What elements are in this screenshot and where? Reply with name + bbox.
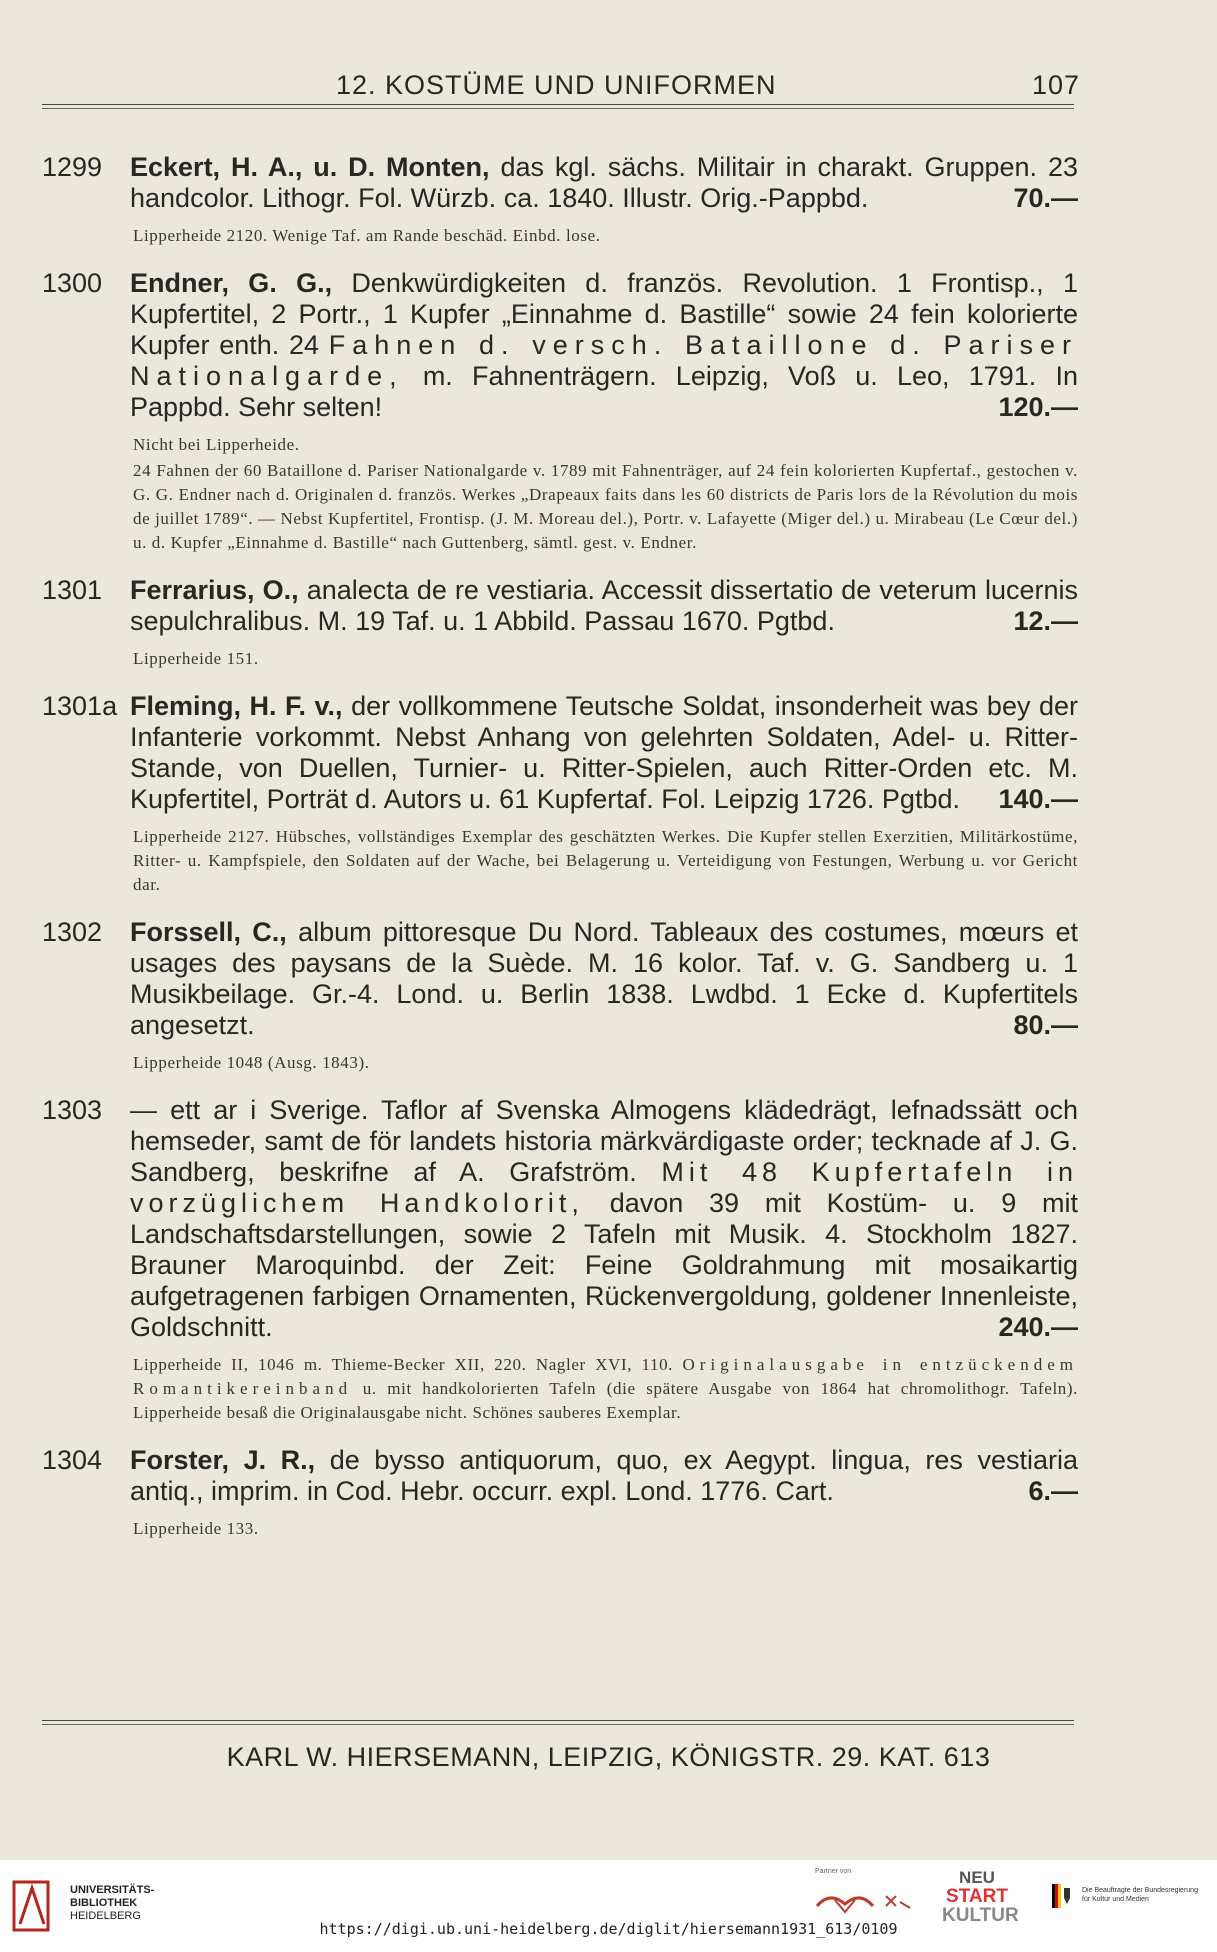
- entry-description: de bysso antiquorum, quo, ex Aegypt. lingua, res vestiaria antiq., imprim. in Cod. Hebr. occurr. expl. Lond. 1776. Cart.: [130, 1445, 1078, 1506]
- entry-note-refs: Lipperheide II, 1046 m. Thieme-Becker XII, 220. Nagler XVI, 110.: [133, 1355, 674, 1374]
- entry-author: Eckert, H. A., u. D. Monten,: [130, 152, 490, 182]
- library-name: UNIVERSITÄTS- BIBLIOTHEK HEIDELBERG: [70, 1884, 155, 1922]
- entry-description-cont: davon 39 mit Kostüm- u. 9 mit Landschaftsdarstellungen, sowie 2 Tafeln mit Musik. 4. Stockholm 1827. Brauner Maroquinbd. der Zeit: Feine Goldrahmung mit mosaikartig aufgetragenen farbigen Ornamenten, Rückenvergoldung, goldener Innenleiste, Goldschnitt.: [130, 1188, 1078, 1342]
- entry-description: Denkwürdigkeiten d. französ. Revolution. 1 Frontisp., 1 Kupfertitel, 2 Portr., 1 Kupfer „Einnahme d. Bastille“ sowie 24 fein kolorierte Kupfer enth. 24: [130, 268, 1078, 360]
- entry-note: Lipperheide 151.: [133, 649, 259, 668]
- entry-text: [130, 1445, 1078, 1507]
- entry-note: Lipperheide 2120. Wenige Taf. am Rande beschäd. Einbd. lose.: [133, 226, 601, 245]
- entry-description: ett ar i Sverige. Taflor af Svenska Almogens klädedrägt, lefnadssätt och hemseder, samt de för landets historia märkvärdigaste order; tecknade af J. G. Sandberg, beskrifne af A. Grafström.: [130, 1095, 1078, 1187]
- entry-price: 120.—: [998, 392, 1078, 422]
- viewer-bottom-bar: [0, 1860, 1217, 1952]
- partner-label: Partner von: [815, 1868, 852, 1875]
- entry-note: Nicht bei Lipperheide.: [133, 435, 300, 454]
- entry-author: Forssell, C.,: [130, 917, 287, 947]
- entry-1304: [0, 1445, 1217, 1541]
- entry-description: album pittoresque Du Nord. Tableaux des costumes, mœurs et usages des paysans de la Suède. M. 16 kolor. Taf. v. G. Sandberg u. 1 Musikbeilage. Gr.-4. Lond. u. Berlin 1838. Lwdbd. 1 Ecke d. Kupfertitels angesetzt.: [130, 917, 1078, 1040]
- entry-emphasis: Fahnen d. versch. Bataillone d. Pariser Nationalgarde,: [130, 330, 1078, 391]
- entry-price: 140.—: [998, 784, 1078, 814]
- entry-emphasis: Mit 48 Kupfertafeln in vorzüglichem Handkolorit,: [130, 1157, 1078, 1218]
- page-number: 107: [1031, 70, 1080, 100]
- entry-number: 1299: [42, 152, 103, 182]
- entry-author: Fleming, H. F. v.,: [130, 691, 343, 721]
- entry-1300: [0, 268, 1217, 555]
- entry-description: analecta de re vestiaria. Accessit dissertatio de veterum lucernis sepulchralibus. M. 19 Taf. u. 1 Abbild. Passau 1670. Pgtbd.: [130, 575, 1078, 636]
- footer-rule: [42, 1720, 1074, 1721]
- entry-number: 1304: [42, 1445, 103, 1475]
- entry-number: 1300: [42, 268, 103, 298]
- entry-text: [130, 1095, 1078, 1343]
- footer-rule-thin: [42, 1724, 1074, 1725]
- entry-1303: [0, 1095, 1217, 1425]
- entry-list: [0, 152, 1217, 1561]
- entry-number: 1301a: [42, 691, 118, 721]
- entry-author: —: [130, 1095, 157, 1125]
- entry-author: Endner, G. G.,: [130, 268, 333, 298]
- neustart-kultur-logo[interactable]: NEU START KULTUR: [942, 1868, 1019, 1926]
- permalink-url[interactable]: https://digi.ub.uni-heidelberg.de/diglit/hiersemann1931_613/0109: [319, 1920, 898, 1938]
- partner-logo-icon[interactable]: [815, 1886, 875, 1916]
- entry-description: das kgl. sächs. Militair in charakt. Gruppen. 23 handcolor. Lithogr. Fol. Würzb. ca. 1840. Illustr. Orig.-Pappbd.: [130, 152, 1078, 213]
- entry-description: der vollkommene Teutsche Soldat, insonderheit was bey der Infanterie vorkommt. Nebst Anhang von gelehrten Soldaten, Adel- u. Ritter-Stande, von Duellen, Turnier- u. Ritter-Spielen, auch Ritter-Orden etc. M. Kupfertitel, Porträt d. Autors u. 61 Kupfertaf. Fol. Leipzig 1726. Pgtbd.: [130, 691, 1078, 814]
- bkm-text: Die Beauftragte der Bundesregierung für Kultur und Medien: [1082, 1887, 1198, 1903]
- federal-eagle-icon: [1052, 1884, 1072, 1908]
- header-rule-thin: [42, 108, 1074, 109]
- entry-1301a: [0, 691, 1217, 897]
- entry-text: [130, 691, 1078, 815]
- entry-author: Forster, J. R.,: [130, 1445, 316, 1475]
- entry-price: 240.—: [998, 1312, 1078, 1342]
- entry-author: Ferrarius, O.,: [130, 575, 299, 605]
- entry-price: 12.—: [1013, 606, 1078, 636]
- entry-text: [130, 575, 1078, 637]
- entry-note: [133, 1353, 1078, 1425]
- header-rule: [42, 104, 1074, 105]
- entry-number: 1303: [42, 1095, 103, 1125]
- entry-note: Lipperheide 1048 (Ausg. 1843).: [133, 1053, 370, 1072]
- entry-note-rest: u. mit handkolorierten Tafeln (die spätere Ausgabe von 1864 hat chromolithogr. Tafeln). Lipperheide besaß die Originalausgabe nicht. Schönes sauberes Exemplar.: [133, 1379, 1078, 1422]
- section-title: 12. KOSTÜME UND UNIFORMEN: [336, 70, 777, 100]
- entry-1299: [0, 152, 1217, 248]
- entry-note: Lipperheide 133.: [133, 1519, 259, 1538]
- entry-price: 6.—: [1028, 1476, 1078, 1506]
- publisher-footer: KARL W. HIERSEMANN, LEIPZIG, KÖNIGSTR. 29. KAT. 613: [226, 1742, 991, 1772]
- entry-number: 1301: [42, 575, 103, 605]
- entry-description-cont: m. Fahnenträgern. Leipzig, Voß u. Leo, 1791. In Pappbd. Sehr selten!: [130, 361, 1078, 422]
- entry-number: 1302: [42, 917, 103, 947]
- bkm-logo[interactable]: [1052, 1882, 1202, 1922]
- entry-note-emphasis: Originalausgabe in entzückendem Romantikereinband: [133, 1355, 1078, 1398]
- entry-text: [130, 917, 1078, 1041]
- entry-text: [130, 152, 1078, 214]
- entry-note-detail: 24 Fahnen der 60 Bataillone d. Pariser Nationalgarde v. 1789 mit Fahnenträger, auf 24 fein kolorierten Kupfertaf., gestochen v. G. G. Endner nach d. Originalen d. französ. Werkes „Drapeaux faits dans les 60 districts de Paris lors de la Révolution du mois de juillet 1789“. — Nebst Kupfertitel, Frontisp. (J. M. Moreau del.), Portr. v. Lafayette (Miger del.) u. Mirabeau (Le Cœur del.) u. d. Kupfer „Einnahme d. Bastille“ nach Guttenberg, sämtl. gest. v. Endner.: [133, 461, 1078, 552]
- entry-note: Lipperheide 2127. Hübsches, vollständiges Exemplar des geschätzten Werkes. Die Kupfer stellen Exerzitien, Militärkostüme, Ritter- u. Kampfspiele, den Soldaten auf der Wache, bei Belagerung u. Verteidigung von Festungen, Werbung u. vor Gericht dar.: [133, 827, 1078, 894]
- entry-1302: [0, 917, 1217, 1075]
- entry-price: 80.—: [1013, 1010, 1078, 1040]
- entry-1301: [0, 575, 1217, 671]
- entry-text: [130, 268, 1078, 423]
- entry-price: 70.—: [1013, 183, 1078, 213]
- partner-logo-secondary-icon: [882, 1892, 912, 1912]
